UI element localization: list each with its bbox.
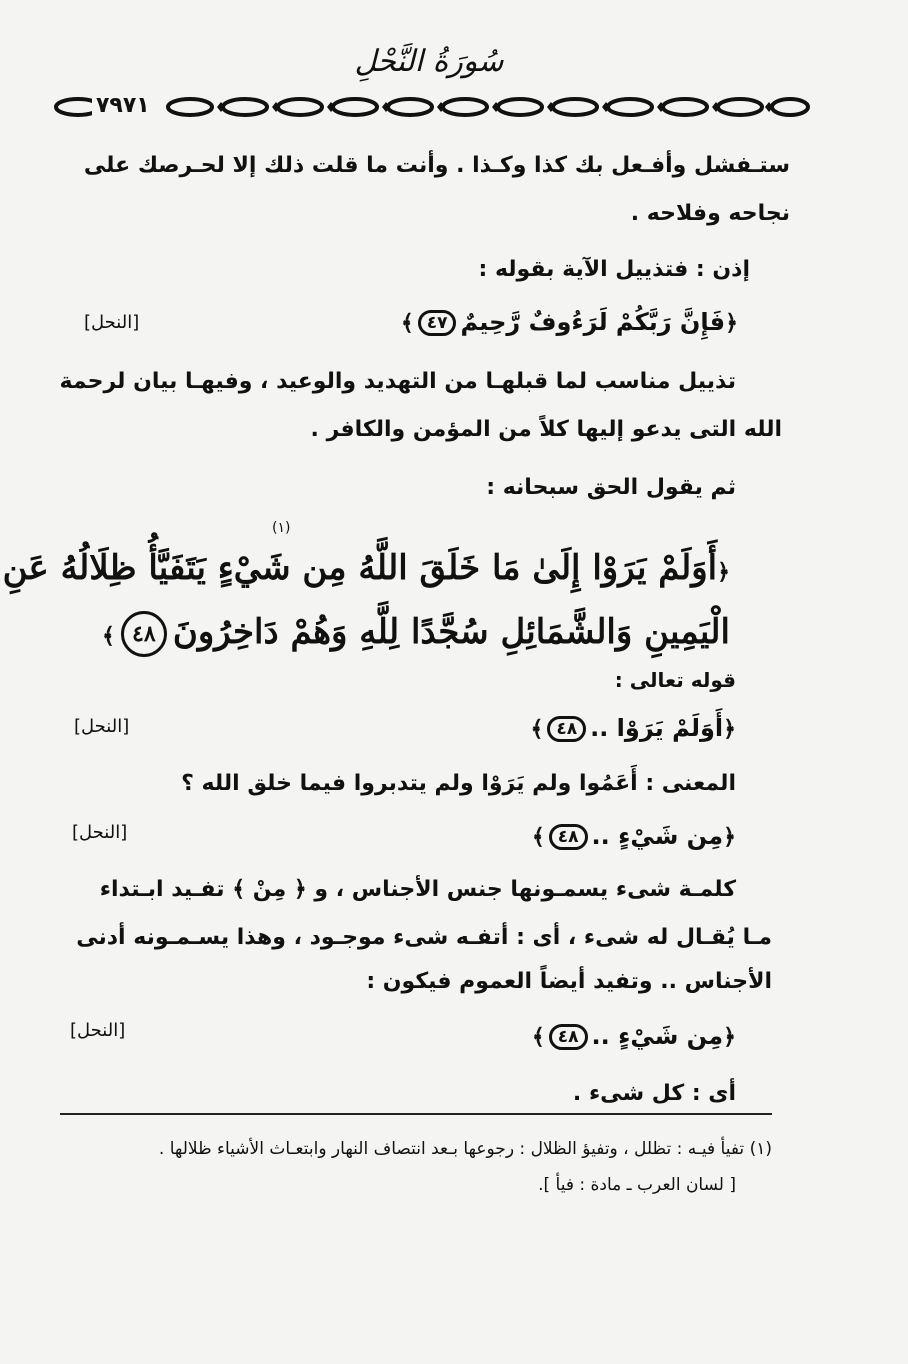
quran-verse [401, 304, 738, 342]
body-line: أى : كل شىء . [572, 1081, 736, 1106]
body-line: الأجناس .. وتفيد أيضاً العموم فيكون : [366, 969, 772, 994]
body-line: قوله تعالى : [614, 668, 736, 692]
decorative-chain-divider [50, 92, 810, 122]
quran-verse [532, 818, 736, 856]
quran-verse [530, 710, 736, 748]
quran-verse-large [3, 540, 730, 600]
quran-word: ﴿ مِنْ ﴾ [232, 877, 307, 902]
surah-reference: [النحل] [84, 312, 140, 333]
footnote-line: [ لسان العرب ـ مادة : فيأ ]. [538, 1175, 736, 1195]
ornate-bracket-icon: ﴾ [531, 825, 545, 850]
body-line: مـا يُقـال له شىء ، أى : أتفـه شىء موجـود ، وهذا يسـمـونه أدنى [76, 925, 772, 950]
ayah-number: ٤٨ [547, 716, 586, 742]
page-number: ٧٩٧١ [92, 92, 154, 120]
verse-text: مِنْ [252, 877, 287, 902]
ornate-bracket-icon: ﴿ [723, 825, 736, 850]
ornate-bracket-icon: ﴿ [723, 717, 736, 742]
ornate-bracket-icon: ﴾ [530, 717, 544, 742]
body-line [100, 874, 736, 906]
ornate-bracket-icon: ﴾ [400, 311, 414, 336]
body-text: كلمـة شىء يسمـونها جنس الأجناس ، و [314, 877, 736, 902]
ayah-number: ٤٨ [121, 611, 167, 657]
ornate-bracket-icon: ﴿ [725, 311, 738, 336]
body-line: الله التى يدعو إليها كلاً من المؤمن والكافر . [310, 417, 782, 442]
body-text: تفـيد ابـتداء [99, 877, 225, 902]
body-line: تذييل مناسب لما قبلهـا من التهديد والوعيد ، وفيهـا بيان لرحمة [59, 369, 736, 394]
verse-text: الْيَمِينِ وَالشَّمَائِلِ سُجَّدًا لِلَّهِ وَهُمْ دَاخِرُونَ [172, 612, 730, 652]
body-line: إذن : فتذييل الآية بقوله : [478, 257, 750, 282]
body-line: المعنى : أَعَمُوا ولم يَرَوْا ولم يتدبروا فيما خلق الله ؟ [181, 771, 736, 796]
surah-reference: [النحل] [74, 716, 130, 737]
ornate-bracket-icon: ﴿ [717, 559, 730, 585]
ayah-number: ٤٨ [549, 824, 588, 850]
body-line: ثم يقول الحق سبحانه : [486, 475, 736, 500]
verse-text: مِن شَيْءٍ .. [591, 822, 724, 850]
footnote-marker: (١) [272, 520, 291, 536]
ornate-bracket-icon: ﴾ [531, 1025, 545, 1050]
footnote-divider [60, 1113, 772, 1115]
verse-text: مِن شَيْءٍ .. [591, 1022, 724, 1050]
verse-text: فَإِنَّ رَبَّكُمْ لَرَءُوفٌ رَّحِيمٌ [460, 308, 726, 336]
ayah-number: ٤٧ [418, 310, 457, 336]
quran-verse [532, 1018, 736, 1056]
ornate-bracket-icon: ﴾ [101, 623, 115, 649]
footnote-line: (١) تفيأ فيـه : تظلل ، وتفيؤ الظلال : رجوعها بـعد انتصاف النهار وابتعـاث الأشياء ظلالها . [158, 1139, 772, 1159]
quran-verse-large [102, 604, 730, 664]
surah-title: سُورَةُ النَّحْلِ [354, 44, 504, 79]
surah-reference: [النحل] [72, 822, 128, 843]
ornate-bracket-icon: ﴿ [723, 1025, 736, 1050]
ayah-number: ٤٨ [549, 1024, 588, 1050]
verse-text: أَوَلَمْ يَرَوْا إِلَىٰ مَا خَلَقَ اللَّهُ مِن شَيْءٍ يَتَفَيَّأُ ظِلَالُهُ عَنِ [2, 548, 718, 588]
surah-reference: [النحل] [70, 1020, 126, 1041]
body-line: نجاحه وفلاحه . [630, 201, 790, 226]
verse-text: أَوَلَمْ يَرَوْا .. [590, 714, 724, 742]
body-line: ستـفشل وأفـعل بك كذا وكـذا . وأنت ما قلت ذلك إلا لحـرصك على [83, 153, 790, 178]
